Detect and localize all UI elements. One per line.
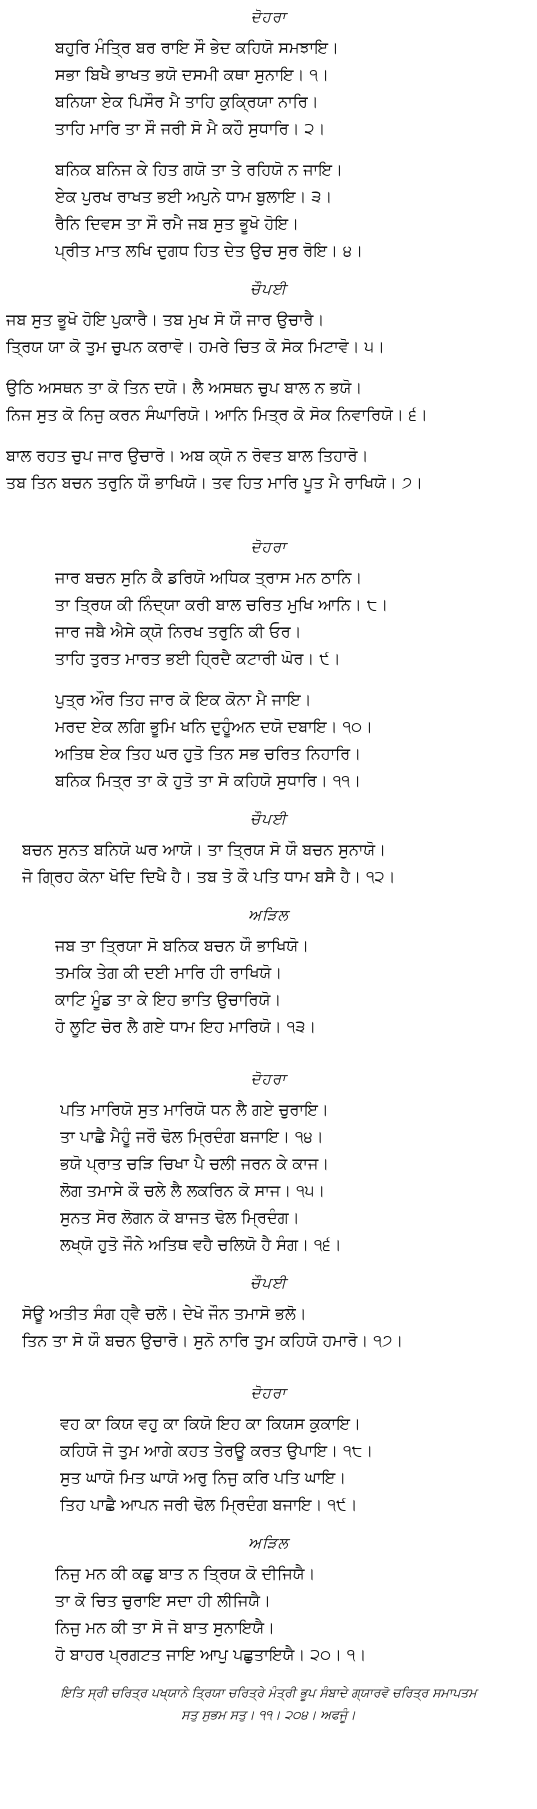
section-heading: ਚੌਪਈ bbox=[250, 810, 287, 828]
section-aril-1 bbox=[0, 904, 537, 1040]
section-dohra-2 bbox=[0, 536, 537, 794]
verse-line: ਏਕ ਪੁਰਖ ਰਾਖਤ ਭਈ ਅਪੁਨੇ ਧਾਮ ਬੁਲਾਇ। ੩। bbox=[55, 187, 333, 206]
verse-line: ਜੋ ਗ੍ਰਿਹ ਕੋਨਾ ਖੋਦਿ ਦਿਖੈ ਹੈ। ਤਬ ਤੋ ਕੌ ਪਤਿ ਧਾਮ ਬਸੈ ਹੈ। ੧੨। bbox=[22, 867, 396, 886]
verse-line: ਤਾਹਿ ਤੁਰਤ ਮਾਰਤ ਭਈ ਹ੍ਰਿਦੈ ਕਟਾਰੀ ਘੋਰ। ੯। bbox=[55, 649, 341, 668]
colophon-line: ਸਤੁ ਸੁਭਮ ਸਤੁ। ੧੧। ੨੦੪। ਅਫਜੂੰ। bbox=[181, 1707, 356, 1722]
verse-line: ਕਾਟਿ ਮੂੰਡ ਤਾ ਕੇ ਇਹ ਭਾਤਿ ਉਚਾਰਿਯੋ। bbox=[55, 990, 282, 1009]
verse-line: ਸੁਨਤ ਸੋਰ ਲੋਗਨ ਕੋ ਬਾਜਤ ਢੋਲ ਮ੍ਰਿਦੰਗ। bbox=[60, 1208, 300, 1227]
verse-group bbox=[0, 34, 537, 142]
verse-line: ਬਨਿਕ ਮਿਤ੍ਰ ਤਾ ਕੋ ਹੁਤੋ ਤਾ ਸੋ ਕਹਿਯੋ ਸੁਧਾਰਿ। ੧੧। bbox=[55, 771, 361, 790]
verse-line: ਸੋਊ ਅਤੀਤ ਸੰਗ ਹ੍ਵੈ ਚਲੋ। ਦੇਖੋ ਜੌਨ ਤਮਾਸੋ ਭਲੋ। bbox=[22, 1304, 307, 1323]
verse-line: ਉਠਿ ਅਸਥਨ ਤਾ ਕੋ ਤਿਨ ਦਯੋ। ਲੈ ਅਸਥਨ ਚੁਪ ਬਾਲ ਨ ਭਯੋ। bbox=[6, 378, 363, 397]
verse-line: ਅਤਿਥ ਏਕ ਤਿਹ ਘਰ ਹੁਤੋ ਤਿਨ ਸਭ ਚਰਿਤ ਨਿਹਾਰਿ। bbox=[55, 744, 361, 763]
verse-group bbox=[0, 1410, 537, 1518]
verse-group bbox=[0, 1300, 537, 1354]
verse-group bbox=[0, 442, 537, 496]
verse-line: ਜਾਰ ਜਬੈ ਐਸੇ ਕ੍ਯੋ ਨਿਰਖ ਤਰੁਨਿ ਕੀ ਓਰ। bbox=[55, 622, 302, 641]
verse-line: ਨਿਜ ਸੁਤ ਕੋ ਨਿਜੁ ਕਰਨ ਸੰਘਾਰਿਯੋ। ਆਨਿ ਮਿਤ੍ਰ ਕੋ ਸੋਕ ਨਿਵਾਰਿਯੋ। ੬। bbox=[6, 405, 428, 424]
section-chaupai-3 bbox=[0, 1272, 537, 1354]
colophon-line: ਇਤਿ ਸ੍ਰੀ ਚਰਿਤ੍ਰ ਪਖ੍ਯਾਨੇ ਤ੍ਰਿਯਾ ਚਰਿਤ੍ਰੇ ਮੰਤ੍ਰੀ ਭੂਪ ਸੰਬਾਦੇ ਗ੍ਯਾਰਵੋ ਚਰਿਤ੍ਰ ਸਮਾਪਤਮ bbox=[60, 1685, 477, 1700]
section-aril-2 bbox=[0, 1532, 537, 1668]
section-heading: ਅੜਿਲ bbox=[248, 906, 289, 924]
verse-line: ਤਬ ਤਿਨ ਬਚਨ ਤਰੁਨਿ ਯੌ ਭਾਖਿਯੋ। ਤਵ ਹਿਤ ਮਾਰਿ ਪੂਤ ਮੈ ਰਾਖਿਯੋ। ੭। bbox=[6, 473, 423, 492]
section-chaupai-1 bbox=[0, 278, 537, 496]
verse-line: ਤਾ ਕੋ ਚਿਤ ਚੁਰਾਇ ਸਦਾ ਹੀ ਲੀਜਿਯੈ। bbox=[55, 1591, 271, 1610]
verse-line: ਰੈਨਿ ਦਿਵਸ ਤਾ ਸੌ ਰਮੈ ਜਬ ਸੁਤ ਭੂਖੋ ਹੋਇ। bbox=[55, 214, 299, 233]
verse-line: ਨਿਜੁ ਮਨ ਕੀ ਤਾ ਸੋ ਜੋ ਬਾਤ ਸੁਨਾਇਯੈ। bbox=[55, 1618, 275, 1637]
verse-line: ਲੋਗ ਤਮਾਸੇ ਕੌ ਚਲੇ ਲੈ ਲਕਰਿਨ ਕੋ ਸਾਜ। ੧੫। bbox=[60, 1181, 326, 1200]
verse-line: ਤਮਕਿ ਤੇਗ ਕੀ ਦਈ ਮਾਰਿ ਹੀ ਰਾਖਿਯੋ। bbox=[55, 963, 283, 982]
verse-group bbox=[0, 564, 537, 672]
verse-line: ਸੁਤ ਘਾਯੋ ਮਿਤ ਘਾਯੋ ਅਰੁ ਨਿਜੁ ਕਰਿ ਪਤਿ ਘਾਇ। bbox=[60, 1468, 347, 1487]
section-dohra-3 bbox=[0, 1068, 537, 1258]
verse-group bbox=[0, 1096, 537, 1258]
verse-line: ਜਾਰ ਬਚਨ ਸੁਨਿ ਕੈ ਡਰਿਯੋ ਅਧਿਕ ਤ੍ਰਾਸ ਮਨ ਠਾਨਿ। bbox=[55, 568, 363, 587]
verse-line: ਸਭਾ ਬਿਖੈ ਭਾਖਤ ਭਯੋ ਦਸਮੀ ਕਥਾ ਸੁਨਾਇ। ੧। bbox=[55, 65, 329, 84]
section-heading: ਦੋਹਰਾ bbox=[250, 8, 287, 26]
verse-line: ਹੋ ਲੂਟਿ ਚੋਰ ਲੈ ਗਏ ਧਾਮ ਇਹ ਮਾਰਿਯੋ। ੧੩। bbox=[55, 1017, 317, 1036]
verse-line: ਪਤਿ ਮਾਰਿਯੋ ਸੁਤ ਮਾਰਿਯੋ ਧਨ ਲੈ ਗਏ ਚੁਰਾਇ। bbox=[60, 1100, 329, 1119]
verse-line: ਜਬ ਤਾ ਤ੍ਰਿਯਾ ਸੋ ਬਨਿਕ ਬਚਨ ਯੌ ਭਾਖਿਯੋ। bbox=[55, 936, 309, 955]
section-heading: ਚੌਪਈ bbox=[250, 280, 287, 298]
verse-line: ਤ੍ਰਿਯ ਯਾ ਕੋ ਤੁਮ ਚੁਪਨ ਕਰਾਵੋ। ਹਮਰੇ ਚਿਤ ਕੋ ਸੋਕ ਮਿਟਾਵੋ। ੫। bbox=[6, 337, 385, 356]
verse-line: ਜਬ ਸੁਤ ਭੂਖੋ ਹੋਇ ਪੁਕਾਰੈ। ਤਬ ਮੁਖ ਸੋ ਯੌ ਜਾਰ ਉਚਾਰੈ। bbox=[6, 310, 325, 329]
verse-group bbox=[0, 374, 537, 428]
section-dohra-4 bbox=[0, 1382, 537, 1518]
verse-line: ਮਰਦ ਏਕ ਲਗਿ ਭੂਮਿ ਖਨਿ ਦੁਹੂੰਅਨ ਦਯੋ ਦਬਾਇ। ੧੦। bbox=[55, 717, 373, 736]
verse-line: ਹੋ ਬਾਹਰ ਪ੍ਰਗਟਤ ਜਾਇ ਆਪੁ ਪਛੁਤਾਇਯੈ। ੨੦। ੧। bbox=[55, 1645, 367, 1664]
verse-line: ਤਾਹਿ ਮਾਰਿ ਤਾ ਸੌ ਜਰੀ ਸੋ ਮੈ ਕਹੌ ਸੁਧਾਰਿ। ੨। bbox=[55, 119, 326, 138]
section-chaupai-2 bbox=[0, 808, 537, 890]
verse-line: ਨਿਜੁ ਮਨ ਕੀ ਕਛੁ ਬਾਤ ਨ ਤ੍ਰਿਯ ਕੋ ਦੀਜਿਯੈ। bbox=[55, 1564, 316, 1583]
verse-group bbox=[0, 836, 537, 890]
verse-group bbox=[0, 156, 537, 264]
verse-line: ਬਾਲ ਰਹਤ ਚੁਪ ਜਾਰ ਉਚਾਰੋ। ਅਬ ਕ੍ਯੋ ਨ ਰੋਵਤ ਬਾਲ ਤਿਹਾਰੋ। bbox=[6, 446, 369, 465]
verse-line: ਭਯੋ ਪ੍ਰਾਤ ਚੜਿ ਚਿਖਾ ਪੈ ਚਲੀ ਜਰਨ ਕੇ ਕਾਜ। bbox=[60, 1154, 330, 1173]
section-heading: ਦੋਹਰਾ bbox=[250, 538, 287, 556]
verse-group bbox=[0, 686, 537, 794]
verse-line: ਪੁਤ੍ਰ ਔਰ ਤਿਹ ਜਾਰ ਕੋ ਇਕ ਕੋਨਾ ਮੈ ਜਾਇ। bbox=[55, 690, 312, 709]
verse-group bbox=[0, 306, 537, 360]
colophon bbox=[0, 1682, 537, 1726]
verse-line: ਬਹੁਰਿ ਮੰਤ੍ਰਿ ਬਰ ਰਾਇ ਸੌ ਭੇਦ ਕਹਿਯੋ ਸਮਝਾਇ। bbox=[55, 38, 339, 57]
verse-line: ਬਨਿਯਾ ਏਕ ਪਿਸੌਰ ਮੈ ਤਾਹਿ ਕੁਕ੍ਰਿਯਾ ਨਾਰਿ। bbox=[55, 92, 319, 111]
section-dohra-1 bbox=[0, 6, 537, 264]
verse-group bbox=[0, 1560, 537, 1668]
verse-line: ਬਚਨ ਸੁਨਤ ਬਨਿਯੋ ਘਰ ਆਯੋ। ਤਾ ਤ੍ਰਿਯ ਸੋ ਯੌ ਬਚਨ ਸੁਨਾਯੋ। bbox=[22, 840, 386, 859]
section-heading: ਦੋਹਰਾ bbox=[250, 1070, 287, 1088]
verse-line: ਲਖ੍ਯੋ ਹੁਤੋ ਜੌਨੇ ਅਤਿਥ ਵਹੈ ਚਲਿਯੋ ਹੈ ਸੰਗ। ੧੬। bbox=[60, 1235, 342, 1254]
verse-line: ਬਨਿਕ ਬਨਿਜ ਕੇ ਹਿਤ ਗਯੋ ਤਾ ਤੇ ਰਹਿਯੋ ਨ ਜਾਇ। bbox=[55, 160, 343, 179]
verse-line: ਪ੍ਰੀਤ ਮਾਤ ਲਖਿ ਦੁਗਧ ਹਿਤ ਦੇਤ ਉਚ ਸੁਰ ਰੋਇ। ੪। bbox=[55, 241, 363, 260]
verse-line: ਤਾ ਤ੍ਰਿਯ ਕੀ ਨਿੰਦ੍ਯਾ ਕਰੀ ਬਾਲ ਚਰਿਤ ਮੁਖਿ ਆਨਿ। ੮। bbox=[55, 595, 389, 614]
verse-line: ਤਿਨ ਤਾ ਸੋ ਯੌ ਬਚਨ ਉਚਾਰੋ। ਸੁਨੋ ਨਾਰਿ ਤੁਮ ਕਹਿਯੋ ਹਮਾਰੋ। ੧੭। bbox=[22, 1331, 404, 1350]
section-heading: ਚੌਪਈ bbox=[250, 1274, 287, 1292]
section-heading: ਦੋਹਰਾ bbox=[250, 1384, 287, 1402]
verse-line: ਵਹ ਕਾ ਕਿਯ ਵਹੁ ਕਾ ਕਿਯੋ ਇਹ ਕਾ ਕਿਯਸ ਕੁਕਾਇ। bbox=[60, 1414, 361, 1433]
section-heading: ਅੜਿਲ bbox=[248, 1534, 289, 1552]
verse-line: ਕਹਿਯੋ ਜੋ ਤੁਮ ਆਗੇ ਕਹਤ ਤੇਰਊ ਕਰਤ ਉਪਾਇ। ੧੮। bbox=[60, 1441, 374, 1460]
verse-group bbox=[0, 932, 537, 1040]
verse-line: ਤਾ ਪਾਛੈ ਮੈਹੂੰ ਜਰੌ ਢੋਲ ਮ੍ਰਿਦੰਗ ਬਜਾਇ। ੧੪। bbox=[60, 1127, 324, 1146]
verse-line: ਤਿਹ ਪਾਛੈ ਆਪਨ ਜਰੀ ਢੋਲ ਮ੍ਰਿਦੰਗ ਬਜਾਇ। ੧੯। bbox=[60, 1495, 358, 1514]
